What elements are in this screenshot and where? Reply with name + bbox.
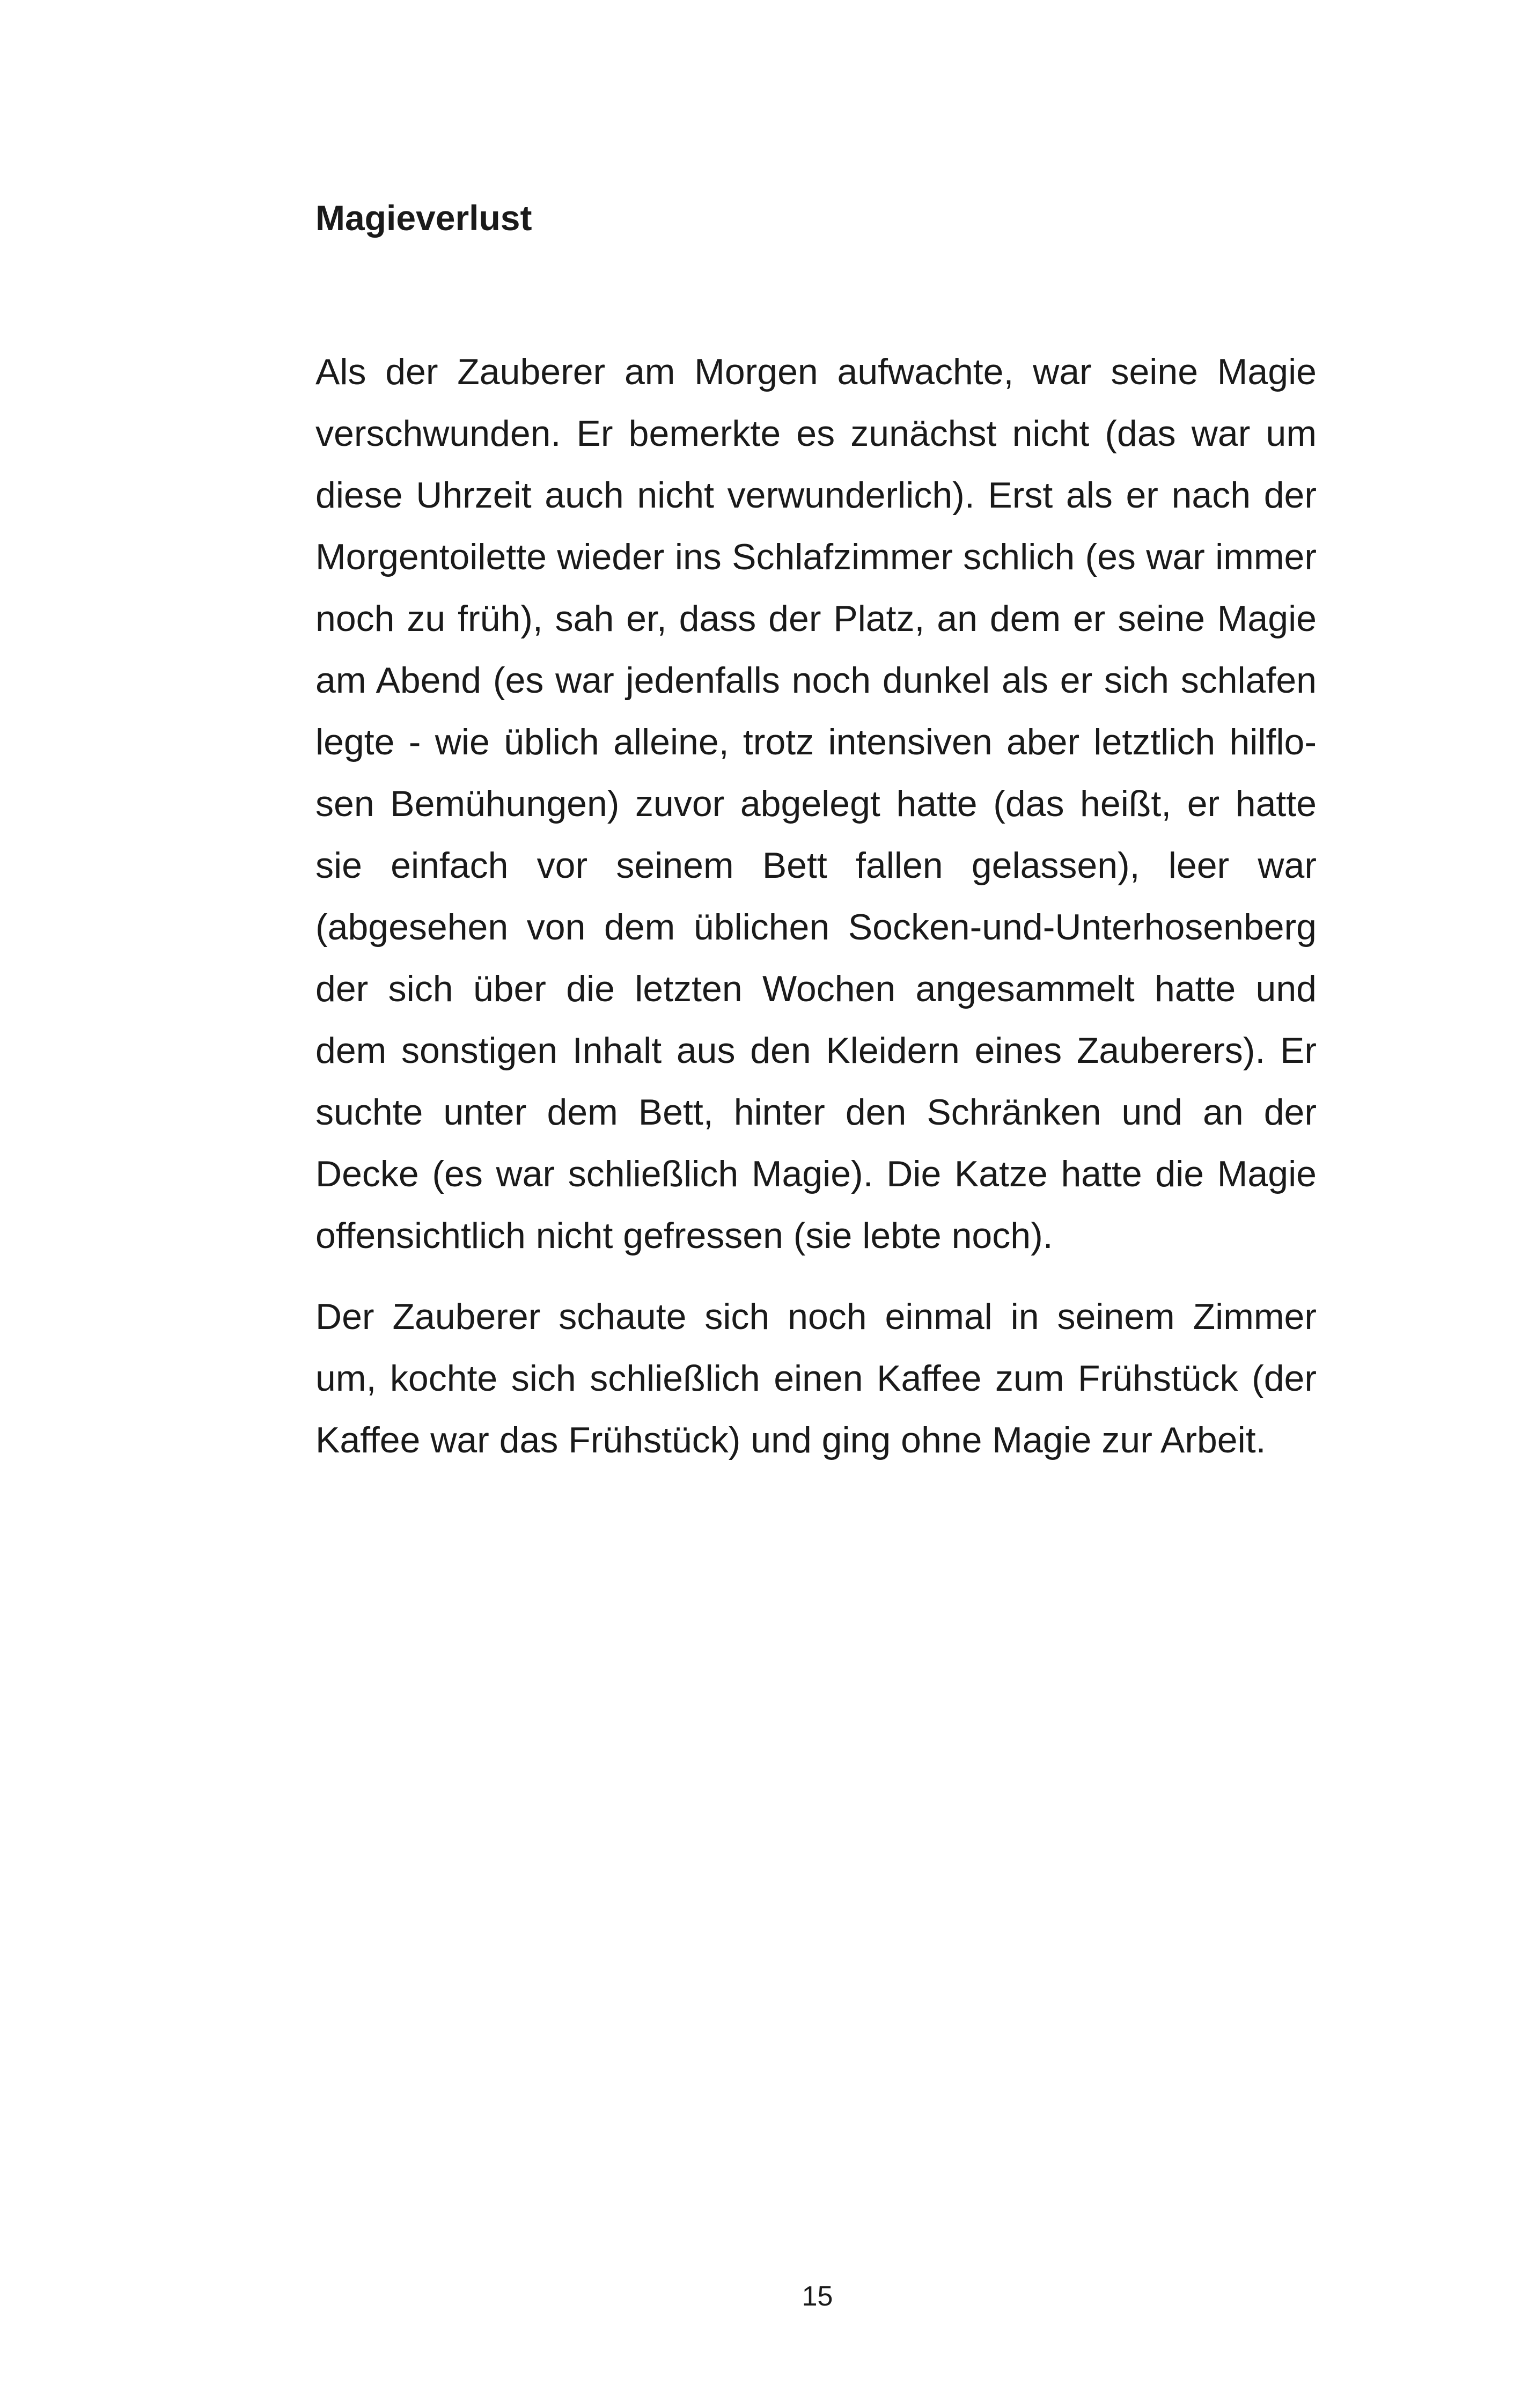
paragraph-2: Der Zauberer schaute sich noch einmal in seinem Zimmer um, kochte sich schließlich einen Kaffee zum Frühstück (der Kaffee war das Frühstück) und ging ohne Magie zur Arbeit. (315, 1296, 1317, 1460)
chapter-title: Magieverlust (315, 198, 532, 238)
text-block (315, 196, 1317, 1471)
paragraph-1: Als der Zauberer am Morgen aufwachte, war seine Magie verschwunden. Er bemerkte es zunächst nicht (das war um diese Uhrzeit auch nicht verwunderlich). Erst als er nach der Morgentoilette wieder ins Schlafzimmer schlich (es war immer noch zu früh), sah er, dass der Platz, an dem er seine Magie am Abend (es war jedenfalls noch dunkel als er sich schlafen legte - wie üblich alleine, trotz intensiven aber letztlich hilflosen Bemühungen) zuvor abgelegt hatte (das heißt, er hatte sie einfach vor seinem Bett fallen gelassen), leer war (abgesehen von dem üblichen Socken-und-Unterhosenberg der sich über die letzten Wochen angesammelt hatte und dem sonstigen Inhalt aus den Kleidern eines Zauberers). Er suchte unter dem Bett, hinter den Schränken und an der Decke (es war schließlich Magie). Die Katze hatte die Magie offensichtlich nicht gefressen (sie lebte noch). (315, 351, 1317, 1256)
page-number: 15 (802, 2281, 833, 2312)
